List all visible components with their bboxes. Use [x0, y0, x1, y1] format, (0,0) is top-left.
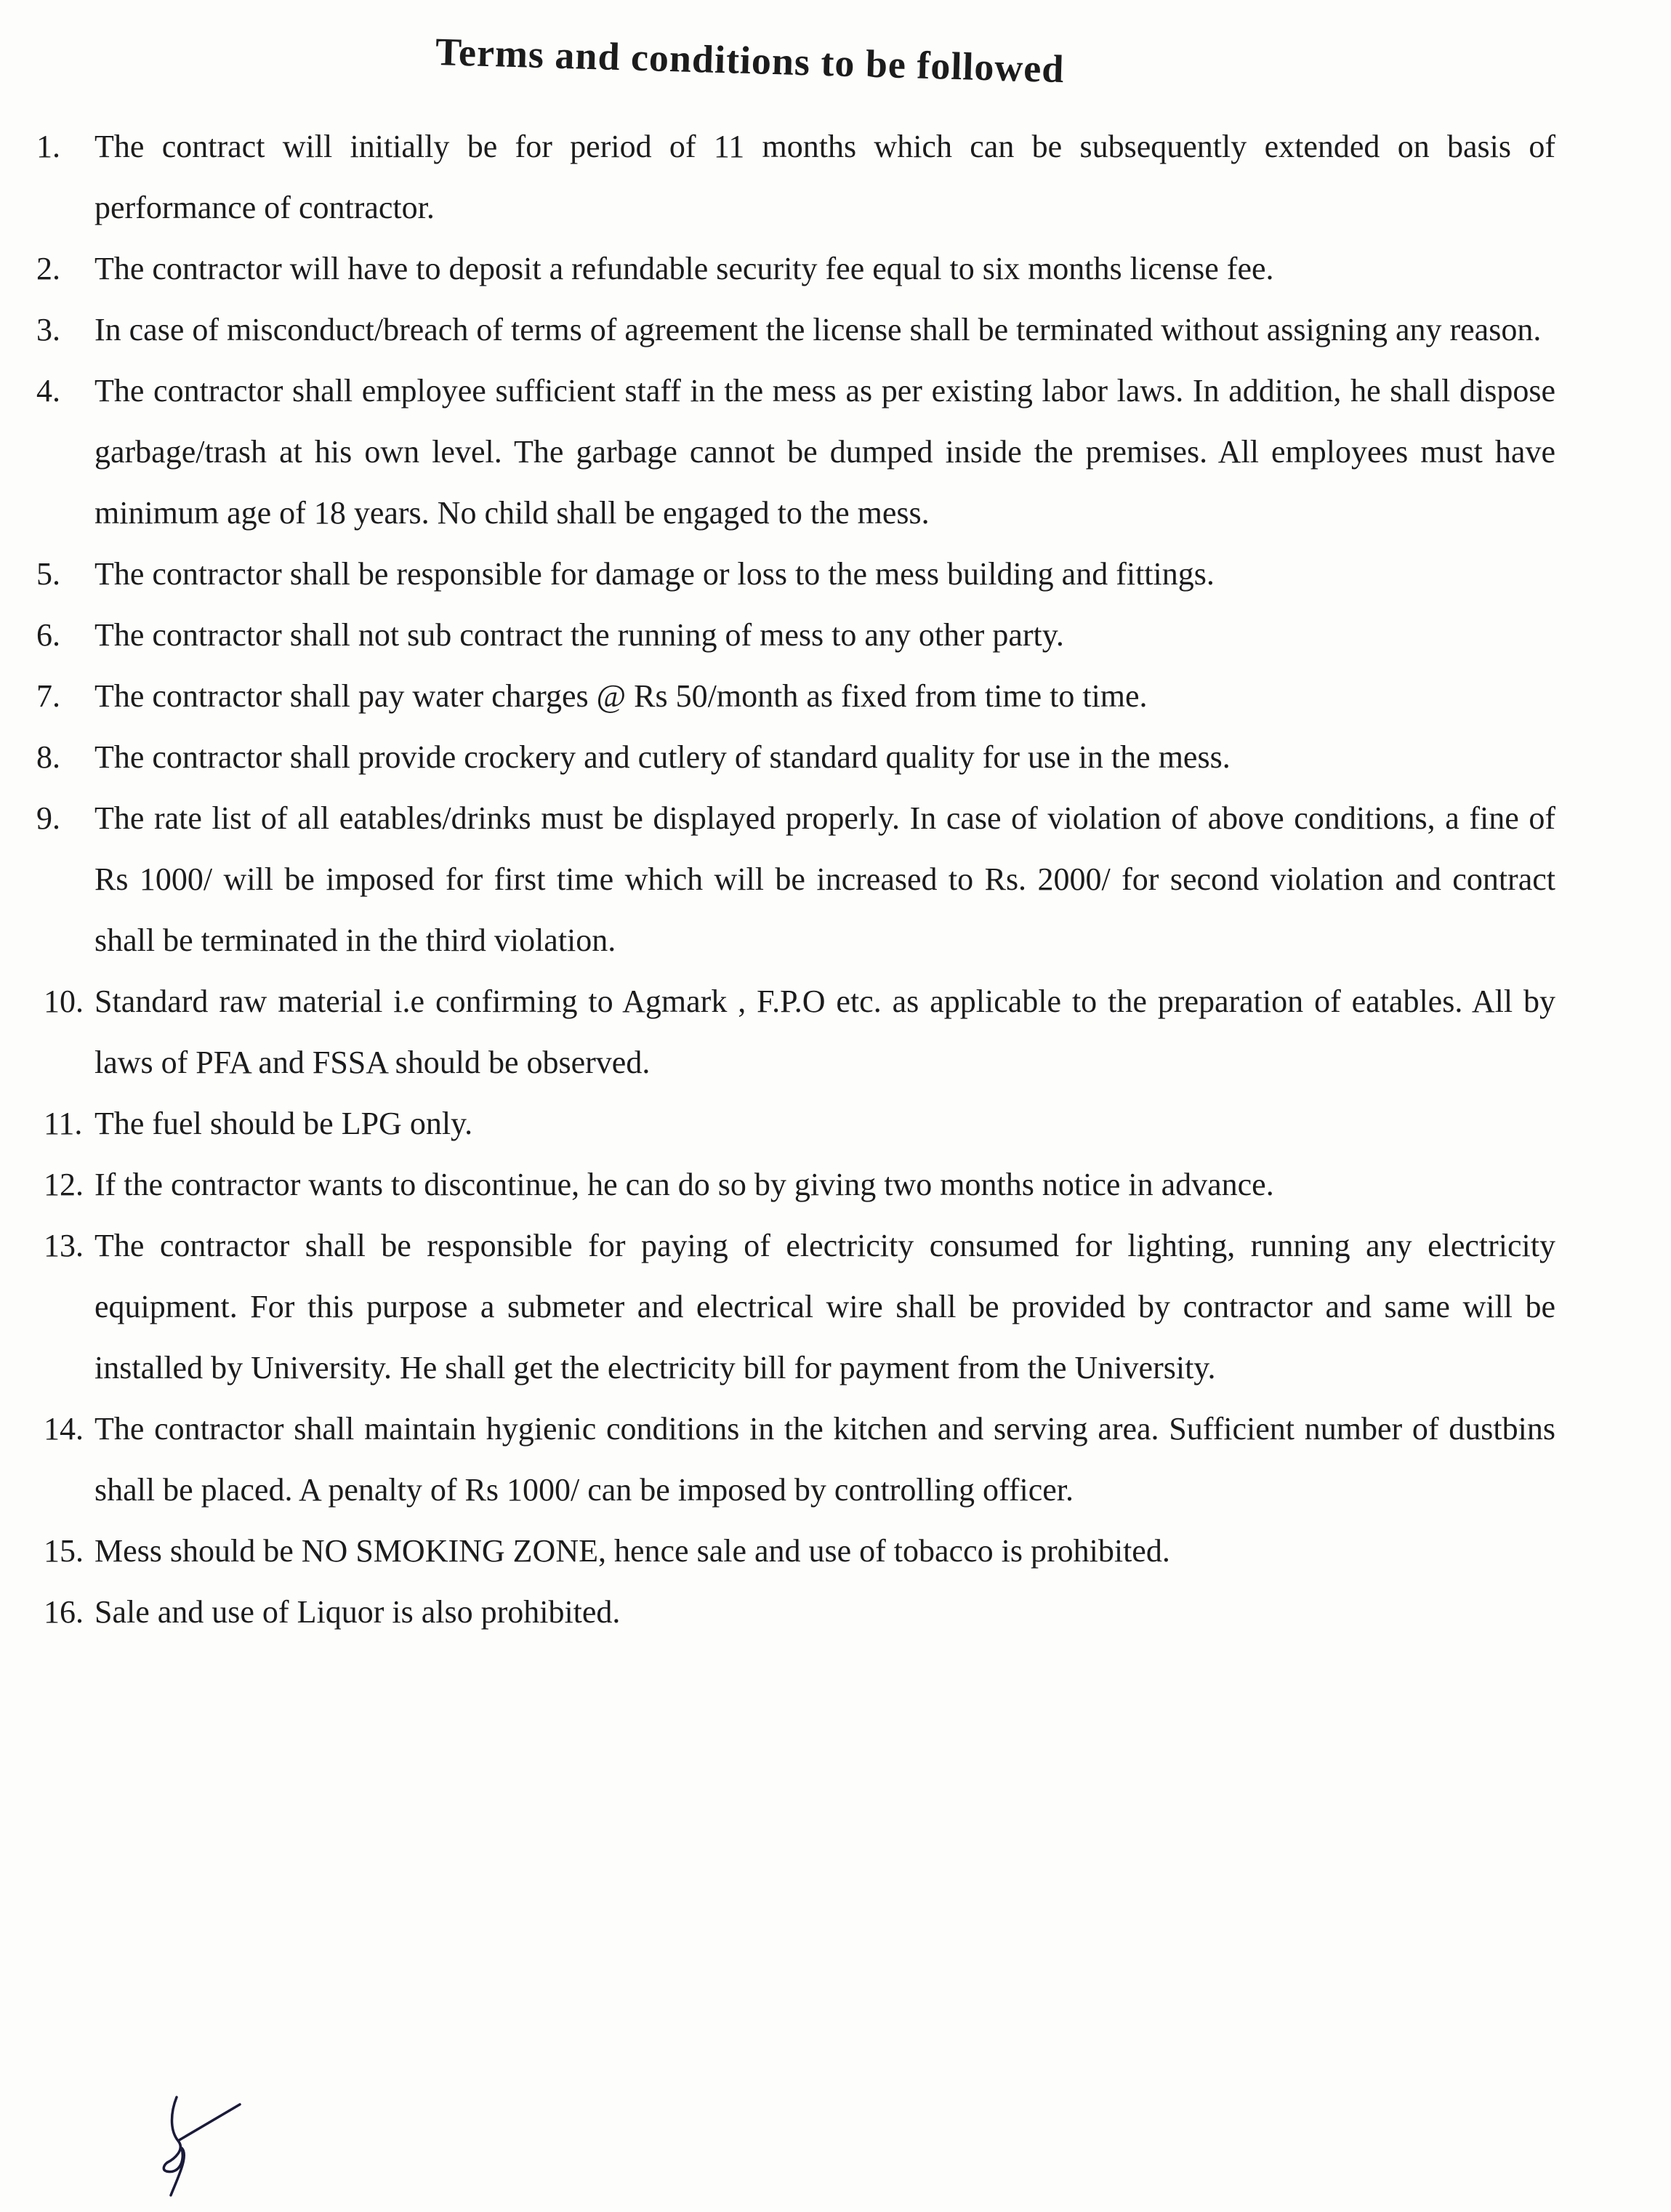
- term-text: Standard raw material i.e confirming to Agmark , F.P.O etc. as applicable to the preparation of eatables. All by laws of PFA and FSSA should be observed.: [94, 984, 1555, 1080]
- term-number: 6.: [36, 617, 60, 653]
- term-number: 1.: [36, 129, 60, 164]
- term-item: [36, 1154, 1555, 1215]
- term-text: The contractor shall provide crockery and cutlery of standard quality for use in the mess.: [94, 739, 1231, 775]
- term-item: [36, 544, 1555, 605]
- term-text: In case of misconduct/breach of terms of agreement the license shall be terminated without assigning any reason.: [94, 312, 1542, 347]
- term-item: [36, 605, 1555, 666]
- term-item: [36, 1582, 1555, 1643]
- term-text: The contractor shall employee sufficient staff in the mess as per existing labor laws. In addition, he shall dispose garbage/trash at his own level. The garbage cannot be dumped inside the premises. All employees must have minimum age of 18 years. No child shall be engaged to the mess.: [94, 373, 1555, 531]
- term-number: 7.: [36, 678, 60, 714]
- term-number: 2.: [36, 251, 60, 286]
- term-text: If the contractor wants to discontinue, he can do so by giving two months notice in advance.: [94, 1167, 1274, 1202]
- term-number: 13.: [44, 1228, 84, 1263]
- term-number: 11.: [44, 1106, 83, 1141]
- term-item: [36, 1521, 1555, 1582]
- term-text: The contractor shall be responsible for damage or loss to the mess building and fittings.: [94, 556, 1215, 592]
- term-text: The rate list of all eatables/drinks must be displayed properly. In case of violation of above conditions, a fine of Rs 1000/ will be imposed for first time which will be increased to Rs. 2000/ for second violation and contract shall be terminated in the third violation.: [94, 800, 1555, 958]
- term-text: Mess should be NO SMOKING ZONE, hence sale and use of tobacco is prohibited.: [94, 1533, 1170, 1569]
- term-number: 10.: [44, 984, 84, 1019]
- term-number: 15.: [44, 1533, 84, 1569]
- term-item: [36, 666, 1555, 727]
- term-item: [36, 1399, 1555, 1521]
- term-text: The contractor will have to deposit a refundable security fee equal to six months license fee.: [94, 251, 1274, 286]
- term-number: 5.: [36, 556, 60, 592]
- term-text: The contractor shall pay water charges @ Rs 50/month as fixed from time to time.: [94, 678, 1148, 714]
- term-item: [36, 788, 1555, 971]
- term-item: [36, 971, 1555, 1093]
- term-text: The fuel should be LPG only.: [94, 1106, 473, 1141]
- term-item: [36, 1215, 1555, 1399]
- term-text: Sale and use of Liquor is also prohibited.: [94, 1594, 621, 1630]
- term-item: [36, 238, 1555, 299]
- term-item: [36, 1093, 1555, 1154]
- term-item: [36, 727, 1555, 788]
- signature-icon: [156, 2090, 258, 2199]
- term-text: The contract will initially be for period of 11 months which can be subsequently extended on basis of performance of contractor.: [94, 129, 1555, 225]
- term-item: [36, 361, 1555, 544]
- document-title: Terms and conditions to be followed: [435, 29, 1066, 92]
- term-text: The contractor shall be responsible for paying of electricity consumed for lighting, running any electricity equipment. For this purpose a submeter and electrical wire shall be provided by contractor and same will be installed by University. He shall get the electricity bill for payment from the University.: [94, 1228, 1555, 1385]
- term-number: 14.: [44, 1411, 84, 1447]
- term-item: [36, 299, 1555, 361]
- terms-list: [36, 116, 1555, 1643]
- term-item: [36, 116, 1555, 238]
- term-number: 16.: [44, 1594, 84, 1630]
- term-number: 9.: [36, 800, 60, 836]
- term-number: 8.: [36, 739, 60, 775]
- term-number: 3.: [36, 312, 60, 347]
- term-number: 4.: [36, 373, 60, 409]
- term-text: The contractor shall maintain hygienic conditions in the kitchen and serving area. Sufficient number of dustbins shall be placed. A penalty of Rs 1000/ can be imposed by controlling officer.: [94, 1411, 1555, 1508]
- term-number: 12.: [44, 1167, 84, 1202]
- term-text: The contractor shall not sub contract the running of mess to any other party.: [94, 617, 1064, 653]
